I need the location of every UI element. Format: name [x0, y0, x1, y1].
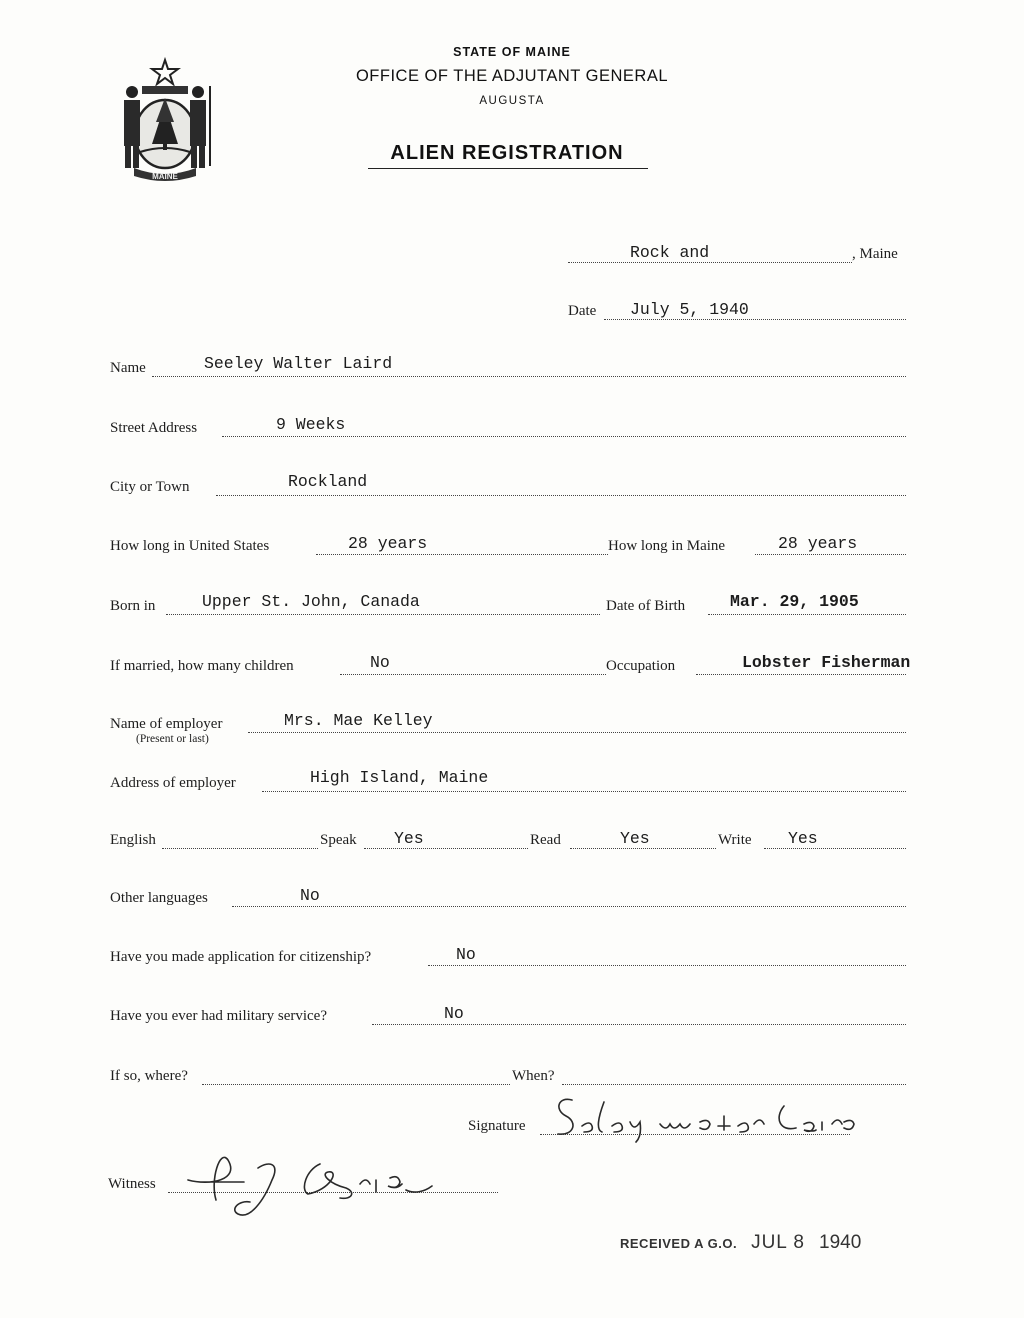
english-label: English — [110, 832, 156, 848]
title-underline — [368, 168, 648, 169]
employer-sublabel: (Present or last) — [136, 733, 209, 745]
military-line — [372, 1024, 906, 1025]
signature-handwriting — [548, 1088, 858, 1146]
header-state: STATE OF MAINE — [453, 45, 571, 59]
city-value: Rockland — [288, 472, 368, 491]
occupation-value: Lobster Fisherman — [742, 653, 911, 672]
dob-line — [708, 614, 906, 615]
date-line — [604, 319, 906, 320]
employer-address-value: High Island, Maine — [310, 768, 489, 787]
us-value: 28 years — [348, 534, 428, 553]
maine-label: How long in Maine — [608, 538, 726, 554]
employer-address-line — [262, 791, 906, 792]
signature-label: Signature — [468, 1118, 526, 1134]
other-lang-line — [232, 906, 906, 907]
speak-label: Speak — [320, 832, 357, 848]
children-value: No — [370, 653, 390, 672]
maine-value: 28 years — [778, 534, 858, 553]
dob-value: Mar. 29, 1905 — [730, 592, 859, 611]
place-line — [568, 262, 852, 263]
born-value: Upper St. John, Canada — [202, 592, 420, 611]
date-label: Date — [568, 303, 597, 319]
read-value: Yes — [620, 829, 650, 848]
born-line — [166, 614, 600, 615]
children-line — [340, 674, 606, 675]
citizenship-value: No — [456, 945, 476, 964]
other-lang-value: No — [300, 886, 320, 905]
read-label: Read — [530, 832, 561, 848]
write-line — [764, 848, 906, 849]
write-value: Yes — [788, 829, 818, 848]
witness-label: Witness — [108, 1176, 156, 1192]
street-line — [222, 436, 906, 437]
header-office: OFFICE OF THE ADJUTANT GENERAL — [355, 67, 669, 85]
citizenship-label: Have you made application for citizenship? — [110, 949, 372, 965]
speak-line — [364, 848, 528, 849]
english-line — [162, 848, 318, 849]
name-label: Name — [110, 360, 146, 376]
city-line — [216, 495, 906, 496]
where-line — [202, 1084, 510, 1085]
employer-label: Name of employer — [110, 716, 223, 732]
maine-state-seal-icon — [112, 56, 218, 184]
military-label: Have you ever had military service? — [110, 1008, 327, 1024]
name-value: Seeley Walter Laird — [204, 354, 393, 373]
citizenship-line — [428, 965, 906, 966]
employer-address-label: Address of employer — [110, 775, 236, 791]
date-value: July 5, 1940 — [630, 300, 749, 319]
received-stamp-text: RECEIVED A G.O. — [620, 1236, 738, 1251]
dob-label: Date of Birth — [606, 598, 686, 614]
name-line — [152, 376, 906, 377]
born-label: Born in — [110, 598, 156, 614]
maine-line — [755, 554, 906, 555]
occupation-label: Occupation — [606, 658, 676, 674]
city-label: City or Town — [110, 479, 190, 495]
place-value: Rock and — [630, 243, 710, 262]
form-title: ALIEN REGISTRATION — [390, 142, 624, 164]
seal-text: MAINE — [152, 172, 178, 181]
when-line — [562, 1084, 906, 1085]
children-label: If married, how many children — [110, 658, 294, 674]
place-suffix: , Maine — [852, 246, 898, 262]
us-label: How long in United States — [110, 538, 270, 554]
received-stamp-year: 1940 — [819, 1232, 862, 1253]
military-value: No — [444, 1004, 464, 1023]
employer-line — [248, 732, 906, 733]
received-stamp — [620, 1232, 861, 1254]
speak-value: Yes — [394, 829, 424, 848]
witness-handwriting — [180, 1150, 440, 1222]
street-label: Street Address — [110, 420, 198, 436]
street-value: 9 Weeks — [276, 415, 346, 434]
when-label: When? — [512, 1068, 555, 1084]
header-city: AUGUSTA — [479, 95, 545, 107]
occupation-line — [696, 674, 906, 675]
write-label: Write — [718, 832, 752, 848]
us-line — [316, 554, 608, 555]
received-stamp-date: JUL 8 — [751, 1232, 805, 1253]
where-label: If so, where? — [110, 1068, 188, 1084]
read-line — [570, 848, 716, 849]
employer-value: Mrs. Mae Kelley — [284, 711, 433, 730]
other-lang-label: Other languages — [110, 890, 208, 906]
